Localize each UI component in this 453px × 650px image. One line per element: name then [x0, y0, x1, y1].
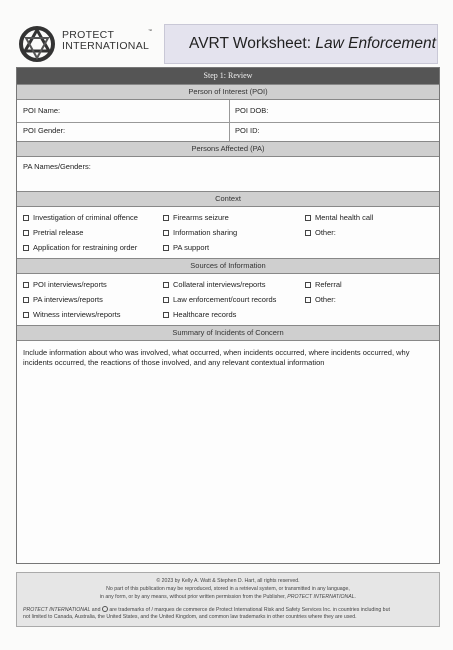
footer — [16, 572, 440, 627]
checkbox[interactable] — [305, 297, 311, 303]
checkbox[interactable] — [23, 245, 29, 251]
context-option[interactable]: Other: — [305, 228, 336, 237]
divider — [17, 122, 439, 123]
pa-names-field[interactable]: PA Names/Genders: — [23, 162, 91, 171]
checkbox[interactable] — [163, 215, 169, 221]
source-option[interactable]: Collateral interviews/reports — [163, 280, 266, 289]
rights-line: No part of this publication may be reproduced, stored in a retrieval system, or transmitted in any language, — [106, 586, 350, 592]
context-option[interactable]: Firearms seizure — [163, 213, 229, 222]
divider — [229, 100, 230, 142]
checkbox[interactable] — [23, 215, 29, 221]
header — [16, 24, 438, 64]
step-bar: Step 1: Review — [17, 68, 439, 84]
poi-name-field[interactable]: POI Name: — [23, 106, 61, 115]
poi-dob-field[interactable]: POI DOB: — [235, 106, 269, 115]
context-option[interactable]: PA support — [163, 243, 209, 252]
page-title — [189, 35, 436, 53]
poi-id-field[interactable]: POI ID: — [235, 126, 260, 135]
source-option[interactable]: Law enforcement/court records — [163, 295, 276, 304]
context-option[interactable]: Mental health call — [305, 213, 373, 222]
checkbox[interactable] — [23, 230, 29, 236]
brand-line-2: INTERNATIONAL — [62, 40, 150, 52]
sources-heading: Sources of Information — [17, 258, 439, 274]
summary-instructions[interactable]: Include information about who was involved, what occurred, when incidents occurred, where incidents occurred, why incidents occurred, the reactions of those involved, and any relevant contextual information — [23, 348, 410, 367]
context-option[interactable]: Pretrial release — [23, 228, 83, 237]
protect-international-logo-icon — [18, 25, 56, 63]
source-option[interactable]: POI interviews/reports — [23, 280, 107, 289]
worksheet-form — [16, 67, 440, 564]
poi-heading: Person of Interest (POI) — [17, 84, 439, 100]
checkbox[interactable] — [23, 312, 29, 318]
title-main: AVRT Worksheet: — [189, 35, 316, 52]
context-option[interactable]: Investigation of criminal offence — [23, 213, 138, 222]
trademark-symbol: ™ — [148, 28, 152, 33]
brand-line-1: PROTECT — [62, 29, 115, 41]
checkbox[interactable] — [23, 297, 29, 303]
checkbox[interactable] — [305, 282, 311, 288]
source-option[interactable]: Referral — [305, 280, 342, 289]
title-italic: Law Enforcement — [315, 35, 436, 52]
context-option[interactable]: Application for restraining order — [23, 243, 137, 252]
context-heading: Context — [17, 191, 439, 207]
title-box — [164, 24, 438, 64]
trademark-countries-line: not limited to Canada, Australia, the United States, and the United Kingdom, and common law trademarks in other countries where they are used. — [23, 614, 357, 620]
permission-line: in any form, or by any means, without prior written permission from the Publisher, PROTECT INTERNATIONAL. — [99, 594, 357, 600]
checkbox[interactable] — [163, 312, 169, 318]
brand-name — [62, 30, 149, 52]
source-option[interactable]: Other: — [305, 295, 336, 304]
context-option[interactable]: Information sharing — [163, 228, 237, 237]
source-option[interactable]: PA interviews/reports — [23, 295, 103, 304]
pa-heading: Persons Affected (PA) — [17, 141, 439, 157]
checkbox[interactable] — [163, 245, 169, 251]
source-option[interactable]: Healthcare records — [163, 310, 236, 319]
summary-heading: Summary of Incidents of Concern — [17, 325, 439, 341]
checkbox[interactable] — [305, 215, 311, 221]
checkbox[interactable] — [163, 282, 169, 288]
checkbox[interactable] — [163, 297, 169, 303]
checkbox[interactable] — [23, 282, 29, 288]
poi-gender-field[interactable]: POI Gender: — [23, 126, 66, 135]
checkbox[interactable] — [163, 230, 169, 236]
checkbox[interactable] — [305, 230, 311, 236]
source-option[interactable]: Witness interviews/reports — [23, 310, 121, 319]
copyright-line: © 2023 by Kelly A. Watt & Stephen D. Hart, all rights reserved. — [156, 578, 300, 584]
trademark-line: PROTECT INTERNATIONAL and are trademarks of / marques de commerce de Protect International Risk and Safety Services Inc. in countries including but — [23, 607, 390, 613]
